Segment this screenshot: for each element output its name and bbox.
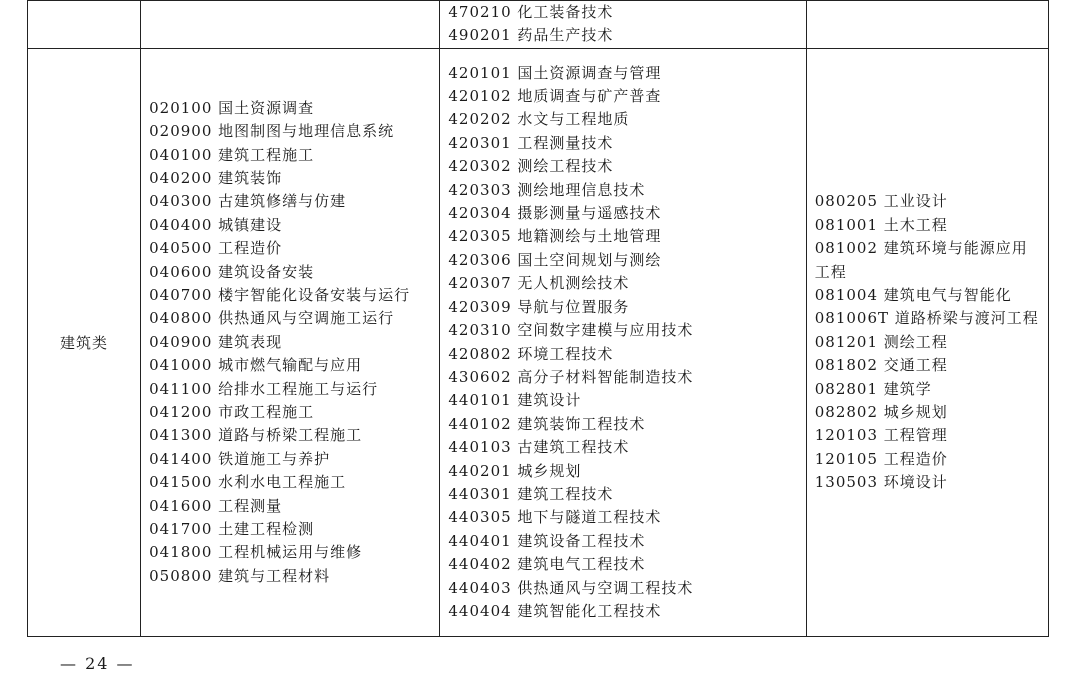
list-item: 420102 地质调查与矿产普查 xyxy=(448,87,662,106)
list-item: 081004 建筑电气与智能化 xyxy=(814,285,1012,304)
list-item: 040300 古建筑修缮与仿建 xyxy=(149,192,347,211)
top-row-secondary-cell xyxy=(141,1,440,49)
category-label: 建筑类 xyxy=(60,334,109,352)
table-row-architecture xyxy=(28,49,1049,637)
list-item: 041800 工程机械运用与维修 xyxy=(149,543,363,562)
list-item: 420202 水文与工程地质 xyxy=(448,110,630,129)
list-item: 440305 地下与隧道工程技术 xyxy=(448,508,662,527)
list-item: 120103 工程管理 xyxy=(814,426,948,445)
list-item: 440101 建筑设计 xyxy=(448,391,582,410)
list-item: 470210 化工装备技术 xyxy=(448,3,614,21)
list-item: 040600 建筑设备安装 xyxy=(149,262,315,281)
top-row-category-cell xyxy=(28,1,141,49)
list-item: 440201 城乡规划 xyxy=(448,461,582,480)
list-item: 120105 工程造价 xyxy=(814,449,948,468)
major-catalog-table xyxy=(27,0,1049,637)
list-item: 130503 环境设计 xyxy=(814,473,948,492)
list-item: 420303 测绘地理信息技术 xyxy=(448,180,646,199)
list-item: 040800 供热通风与空调施工运行 xyxy=(149,309,395,328)
list-item: 041100 给排水工程施工与运行 xyxy=(149,379,379,398)
list-item: 020100 国土资源调查 xyxy=(149,98,315,117)
list-item: 080205 工业设计 xyxy=(814,192,948,211)
list-item: 082801 建筑学 xyxy=(814,379,932,398)
list-item: 041700 土建工程检测 xyxy=(149,520,315,539)
list-item: 420310 空间数字建模与应用技术 xyxy=(448,321,694,340)
list-item: 420302 测绘工程技术 xyxy=(448,157,614,176)
top-row-undergraduate-cell xyxy=(806,1,1048,49)
list-item: 420307 无人机测绘技术 xyxy=(448,274,630,293)
list-item: 081001 土木工程 xyxy=(814,215,948,234)
list-item: 040900 建筑表现 xyxy=(149,332,283,351)
list-item: 430602 高分子材料智能制造技术 xyxy=(448,367,694,386)
list-item: 040400 城镇建设 xyxy=(149,215,283,234)
list-item: 490201 药品生产技术 xyxy=(448,26,614,45)
list-item: 420802 环境工程技术 xyxy=(448,344,614,363)
list-item: 041200 市政工程施工 xyxy=(149,403,315,422)
list-item: 081802 交通工程 xyxy=(814,356,948,375)
list-item: 041400 铁道施工与养护 xyxy=(149,449,331,468)
list-item: 440402 建筑电气工程技术 xyxy=(448,555,646,574)
list-item: 440404 建筑智能化工程技术 xyxy=(448,601,662,620)
top-row-higher-vocational-cell xyxy=(440,1,806,49)
list-item: 041500 水利水电工程施工 xyxy=(149,473,347,492)
list-item: 420305 地籍测绘与土地管理 xyxy=(448,227,662,246)
list-item: 040700 楼宇智能化设备安装与运行 xyxy=(149,285,411,304)
list-item: 081002 建筑环境与能源应用工程 xyxy=(814,239,1028,281)
list-item: 420309 导航与位置服务 xyxy=(448,297,630,316)
list-item: 041000 城市燃气输配与应用 xyxy=(149,356,363,375)
page-number: — 24 — xyxy=(60,654,135,673)
list-item: 440301 建筑工程技术 xyxy=(448,484,614,503)
list-item: 440103 古建筑工程技术 xyxy=(448,438,630,457)
list-item: 420301 工程测量技术 xyxy=(448,133,614,152)
list-item: 082802 城乡规划 xyxy=(814,403,948,422)
list-item: 040500 工程造价 xyxy=(149,239,283,258)
higher-vocational-majors-cell xyxy=(440,49,806,637)
secondary-majors-cell xyxy=(141,49,440,637)
table-row-top xyxy=(28,1,1049,49)
list-item: 050800 建筑与工程材料 xyxy=(149,566,331,585)
list-item: 420101 国土资源调查与管理 xyxy=(448,63,662,82)
list-item: 440401 建筑设备工程技术 xyxy=(448,531,646,550)
list-item: 420306 国土空间规划与测绘 xyxy=(448,250,662,269)
undergraduate-majors-cell xyxy=(806,49,1048,637)
list-item: 420304 摄影测量与遥感技术 xyxy=(448,204,662,223)
list-item: 081006T 道路桥梁与渡河工程 xyxy=(814,309,1039,328)
list-item: 020900 地图制图与地理信息系统 xyxy=(149,122,395,141)
list-item: 041300 道路与桥梁工程施工 xyxy=(149,426,363,445)
list-item: 041600 工程测量 xyxy=(149,496,283,515)
list-item: 440102 建筑装饰工程技术 xyxy=(448,414,646,433)
category-cell xyxy=(28,49,141,637)
list-item: 040200 建筑装饰 xyxy=(149,168,283,187)
list-item: 081201 测绘工程 xyxy=(814,332,948,351)
list-item: 040100 建筑工程施工 xyxy=(149,145,315,164)
list-item: 440403 供热通风与空调工程技术 xyxy=(448,578,694,597)
